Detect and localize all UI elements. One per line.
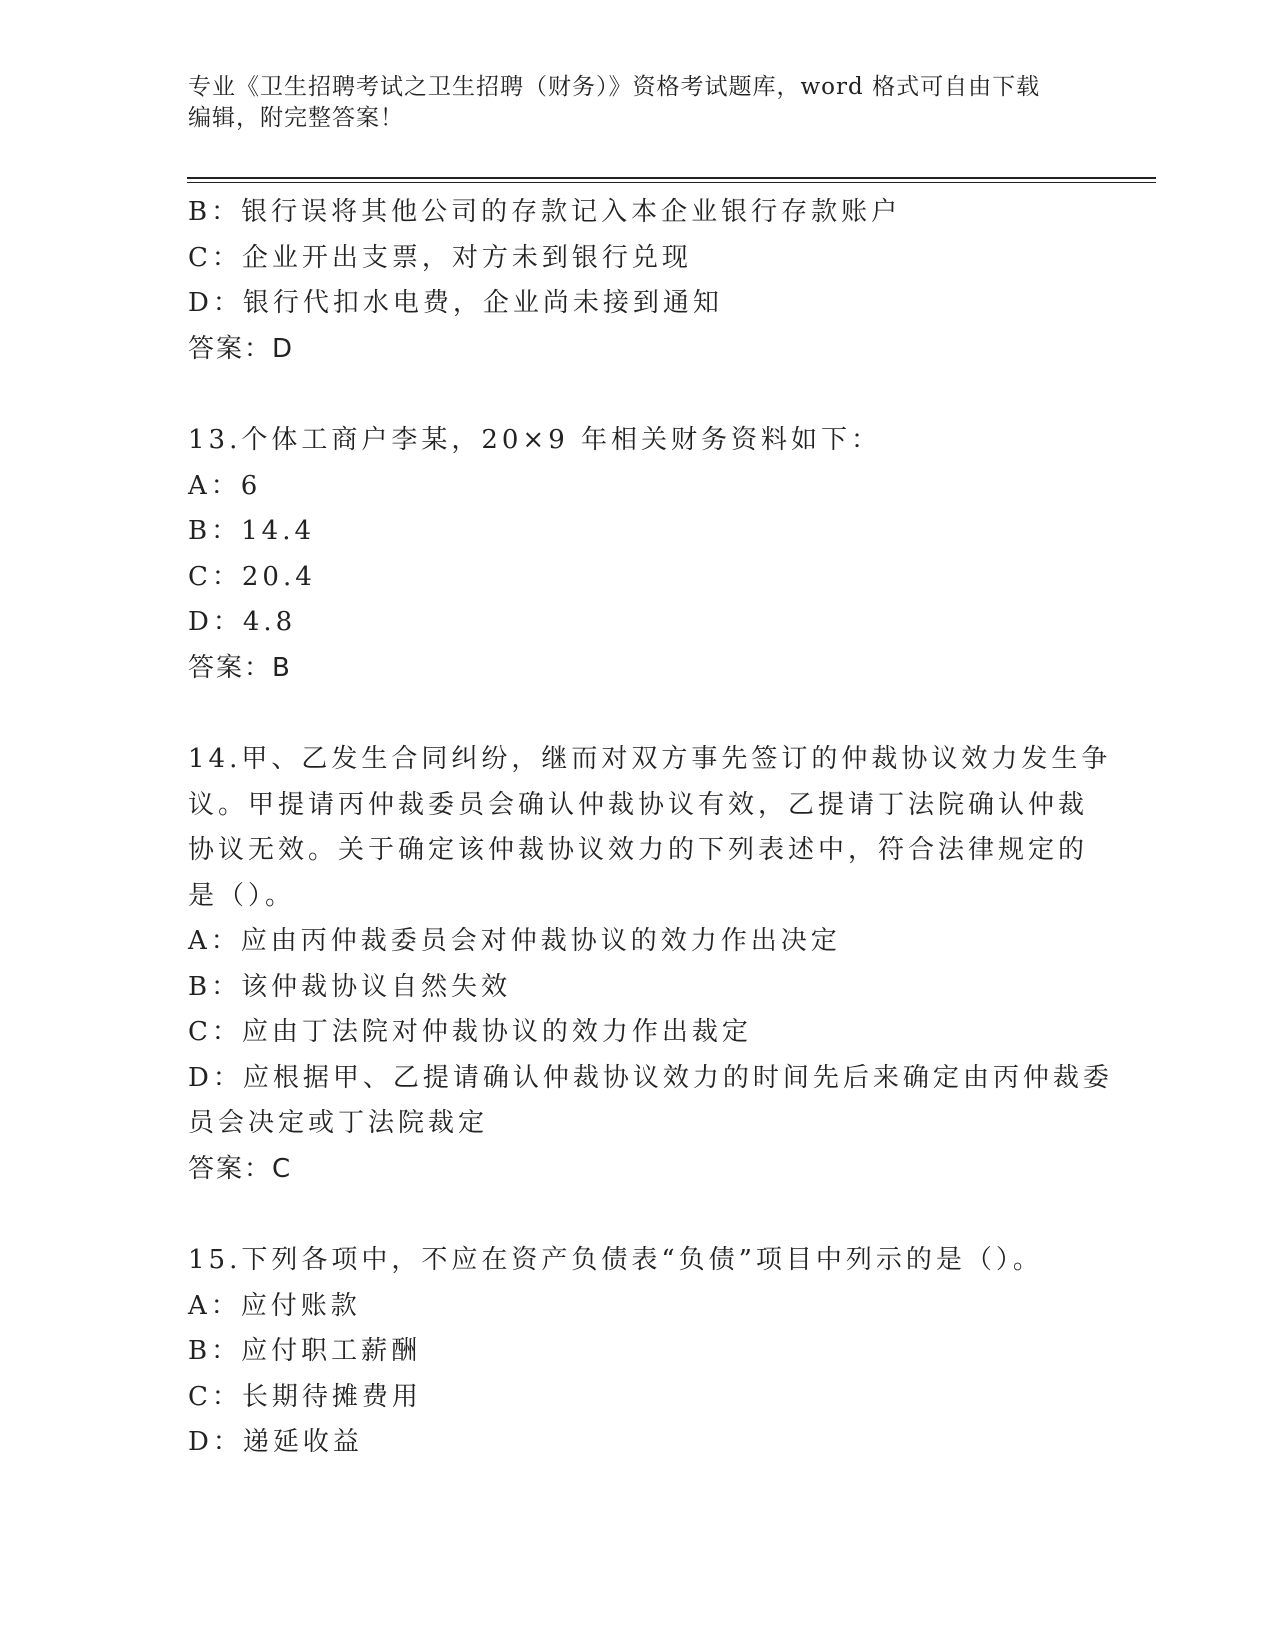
option-c: C：应由丁法院对仲裁协议的效力作出裁定	[188, 1017, 752, 1047]
question-stem-line-2: 议。甲提请丙仲裁委员会确认仲裁协议有效，乙提请丁法院确认仲裁	[188, 789, 1089, 820]
question-stem-line-1: 14.甲、乙发生合同纠纷，继而对双方事先签订的仲裁协议效力发生争	[188, 744, 1112, 774]
header-divider-thin	[187, 182, 1156, 183]
option-c: C：长期待摊费用	[188, 1381, 422, 1412]
answer-line: 答案：C	[188, 1153, 293, 1184]
question-spacer	[188, 1192, 1088, 1238]
question-spacer	[188, 691, 1088, 737]
question-15	[188, 1238, 1088, 1466]
question-stem: 15.下列各项中，不应在资产负债表“负债”项目中列示的是（）。	[188, 1245, 1043, 1275]
page-header	[188, 72, 1088, 134]
option-d: D：递延收益	[188, 1427, 363, 1457]
option-b: B：应付职工薪酬	[188, 1336, 422, 1366]
option-c: C：企业开出支票，对方未到银行兑现	[188, 242, 692, 273]
header-divider-thick	[187, 177, 1156, 179]
option-a: A：6	[188, 470, 262, 501]
option-a: A：应由丙仲裁委员会对仲裁协议的效力作出决定	[188, 926, 841, 956]
option-b: B：该仲裁协议自然失效	[188, 971, 512, 1002]
option-d: D：银行代扣水电费，企业尚未接到通知	[188, 288, 723, 318]
option-c: C：20.4	[188, 561, 316, 592]
question-list	[188, 190, 1113, 1466]
option-b: B：银行误将其他公司的存款记入本企业银行存款账户	[188, 197, 902, 227]
answer-line: 答案：B	[188, 652, 292, 683]
question-12-tail	[188, 190, 1088, 372]
question-stem-line-4: 是（）。	[188, 880, 296, 911]
header-line-1: 专业《卫生招聘考试之卫生招聘（财务）》资格考试题库，word 格式可自由下载	[188, 74, 1041, 100]
option-d-line-1: D：应根据甲、乙提请确认仲裁协议效力的时间先后来确定由丙仲裁委	[188, 1062, 1113, 1093]
option-b: B：14.4	[188, 516, 315, 546]
question-14	[188, 737, 1113, 1192]
question-13	[188, 418, 1088, 691]
option-d: D：4.8	[188, 607, 297, 637]
question-spacer	[188, 372, 1088, 418]
option-d-line-2: 员会决定或丁法院裁定	[188, 1108, 489, 1138]
question-stem-line-3: 协议无效。关于确定该仲裁协议效力的下列表述中，符合法律规定的	[188, 835, 1089, 865]
answer-line: 答案：D	[188, 333, 295, 364]
question-stem: 13.个体工商户李某，20×9 年相关财务资料如下：	[188, 425, 882, 455]
header-line-2: 编辑，附完整答案！	[188, 105, 404, 131]
option-a: A：应付账款	[188, 1290, 361, 1321]
